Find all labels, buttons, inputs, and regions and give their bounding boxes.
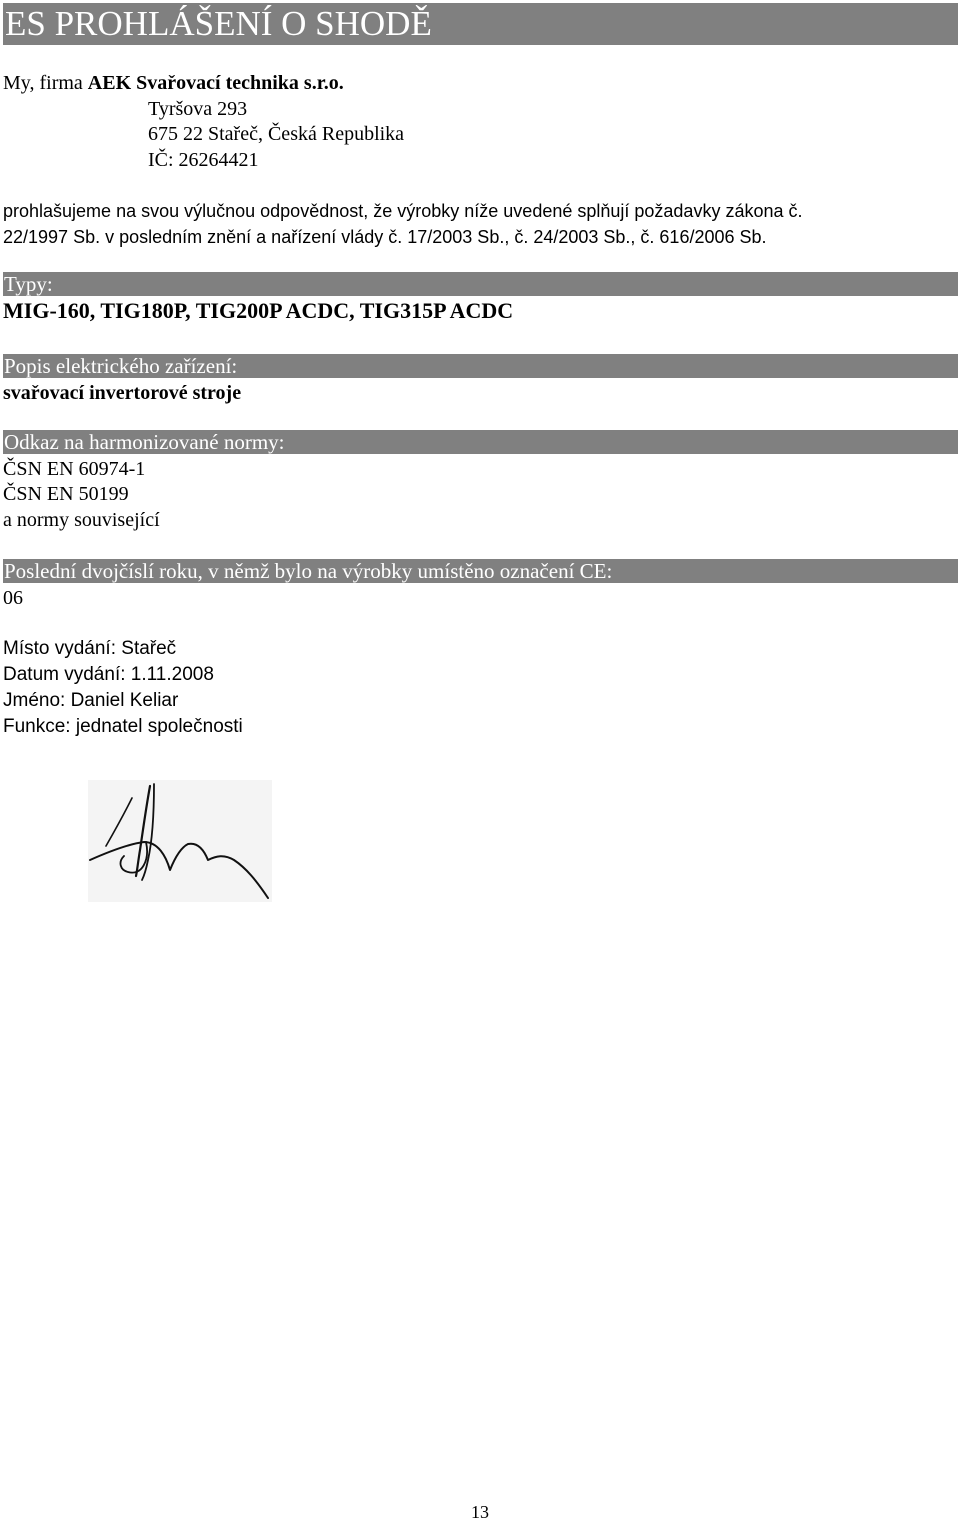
standard-item: a normy související bbox=[3, 509, 160, 531]
issue-date: Datum vydání: 1.11.2008 bbox=[3, 664, 214, 685]
company-city: 675 22 Stařeč, Česká Republika bbox=[148, 123, 405, 145]
types-label: Typy: bbox=[3, 272, 958, 296]
standards-label: Odkaz na harmonizované normy: bbox=[3, 430, 958, 454]
issue-place: Místo vydání: Stařeč bbox=[3, 638, 177, 659]
company-street: Tyršova 293 bbox=[148, 98, 248, 120]
page-number: 13 bbox=[471, 1502, 489, 1522]
ce-year-label: Poslední dvojčíslí roku, v němž bylo na výrobky umístěno označení CE: bbox=[3, 559, 958, 583]
signature-drawing bbox=[88, 780, 272, 902]
signature bbox=[88, 780, 272, 902]
company-name: AEK Svařovací technika s.r.o. bbox=[87, 72, 344, 94]
ce-year-value: 06 bbox=[3, 587, 23, 609]
issue-name: Jméno: Daniel Keliar bbox=[3, 690, 179, 711]
company-ic: IČ: 26264421 bbox=[148, 149, 259, 171]
issue-function: Funkce: jednatel společnosti bbox=[3, 716, 243, 737]
company-intro: My, firma bbox=[3, 72, 88, 94]
description-value: svařovací invertorové stroje bbox=[3, 382, 242, 404]
standard-item: ČSN EN 60974-1 bbox=[3, 458, 146, 480]
document-title: ES PROHLÁŠENÍ O SHODĚ bbox=[3, 3, 958, 45]
declaration-line-1: prohlašujeme na svou výlučnou odpovědnost, že výrobky níže uvedené splňují požadavky zákona č. bbox=[3, 201, 803, 221]
company-line bbox=[3, 71, 344, 95]
standard-item: ČSN EN 50199 bbox=[3, 483, 129, 505]
description-label: Popis elektrického zařízení: bbox=[3, 354, 958, 378]
declaration-line-2: 22/1997 Sb. v posledním znění a nařízení vlády č. 17/2003 Sb., č. 24/2003 Sb., č. 616/2006 Sb. bbox=[3, 227, 767, 247]
types-value: MIG-160, TIG180P, TIG200P ACDC, TIG315P ACDC bbox=[3, 298, 514, 323]
